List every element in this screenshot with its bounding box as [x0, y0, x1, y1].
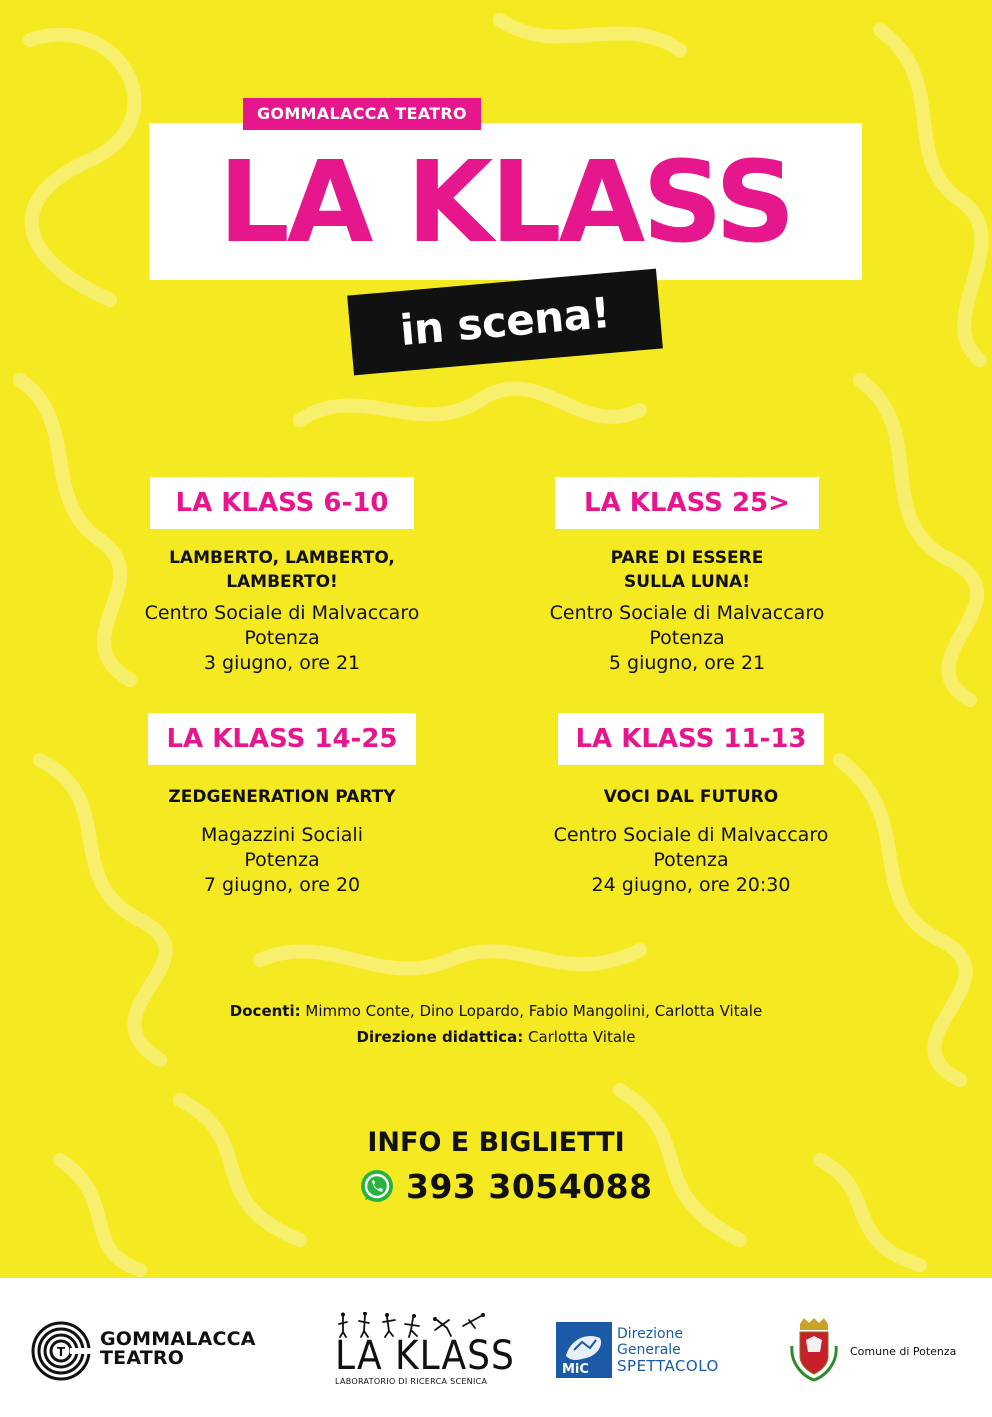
gommalacca-line1: GOMMALACCA [100, 1328, 256, 1350]
teachers-label: Docenti: [229, 1002, 301, 1020]
show-title-line1: ZEDGENERATION PARTY [168, 787, 396, 807]
show-city: Potenza [653, 849, 729, 871]
group-label-6-10: LA KLASS 6-10 [150, 477, 414, 529]
subtitle: in scena! [398, 287, 612, 356]
show-venue: Centro Sociale di Malvaccaro [549, 602, 825, 624]
show-date: 7 giugno, ore 20 [203, 874, 361, 896]
show-city: Potenza [244, 849, 320, 871]
gommalacca-logo-text [100, 1330, 256, 1368]
svg-text:T: T [56, 1345, 66, 1359]
gommalacca-line2: TEATRO [100, 1347, 185, 1369]
whatsapp-icon [358, 1167, 396, 1205]
phone-row[interactable] [358, 1166, 653, 1206]
show-city: Potenza [244, 627, 320, 649]
show-title-line1: PARE DI ESSERE [610, 548, 764, 568]
page-title: LA KLASS [218, 138, 793, 268]
show-title-line2: SULLA LUNA! [624, 572, 750, 592]
show-venue: Centro Sociale di Malvaccaro [553, 824, 829, 846]
company-tag: GOMMALACCA TEATRO [243, 98, 481, 130]
phone-number[interactable]: 393 3054088 [406, 1166, 653, 1206]
credits-direction [100, 1024, 892, 1050]
teachers-names: Mimmo Conte, Dino Lopardo, Fabio Mangolini, Carlotta Vitale [300, 1002, 763, 1020]
title-box [149, 123, 862, 280]
laklass-logo-subtitle: LABORATORIO DI RICERCA SCENICA [335, 1377, 488, 1386]
mic-label: MiC [562, 1362, 589, 1377]
dg-line3: SPETTACOLO [617, 1357, 719, 1375]
direction-name: Carlotta Vitale [523, 1028, 636, 1046]
show-venue: Magazzini Sociali [201, 824, 363, 846]
group-label-11-13: LA KLASS 11-13 [558, 713, 824, 765]
show-city: Potenza [649, 627, 725, 649]
gommalacca-logo-icon [30, 1320, 92, 1382]
show-title-line1: LAMBERTO, LAMBERTO, [169, 548, 395, 568]
show-title-line1: VOCI DAL FUTURO [603, 787, 779, 807]
direction-label: Direzione didattica: [356, 1028, 524, 1046]
comune-text: Comune di Potenza [850, 1345, 957, 1358]
show-date: 5 giugno, ore 21 [608, 652, 766, 674]
show-venue: Centro Sociale di Malvaccaro [144, 602, 420, 624]
show-date: 24 giugno, ore 20:30 [591, 874, 791, 896]
info-title: INFO E BIGLIETTI [367, 1127, 625, 1158]
group-label-25plus: LA KLASS 25> [555, 477, 819, 529]
dg-line1: Direzione [617, 1326, 684, 1342]
credits-teachers [100, 998, 892, 1024]
show-date: 3 giugno, ore 21 [203, 652, 361, 674]
comune-crest-icon [790, 1318, 838, 1382]
direzione-generale-text [617, 1326, 719, 1374]
laklass-logo-text: LA KLASS [335, 1333, 515, 1379]
dg-line2: Generale [617, 1342, 681, 1358]
show-title-line2: LAMBERTO! [226, 572, 338, 592]
group-label-14-25: LA KLASS 14-25 [148, 713, 416, 765]
